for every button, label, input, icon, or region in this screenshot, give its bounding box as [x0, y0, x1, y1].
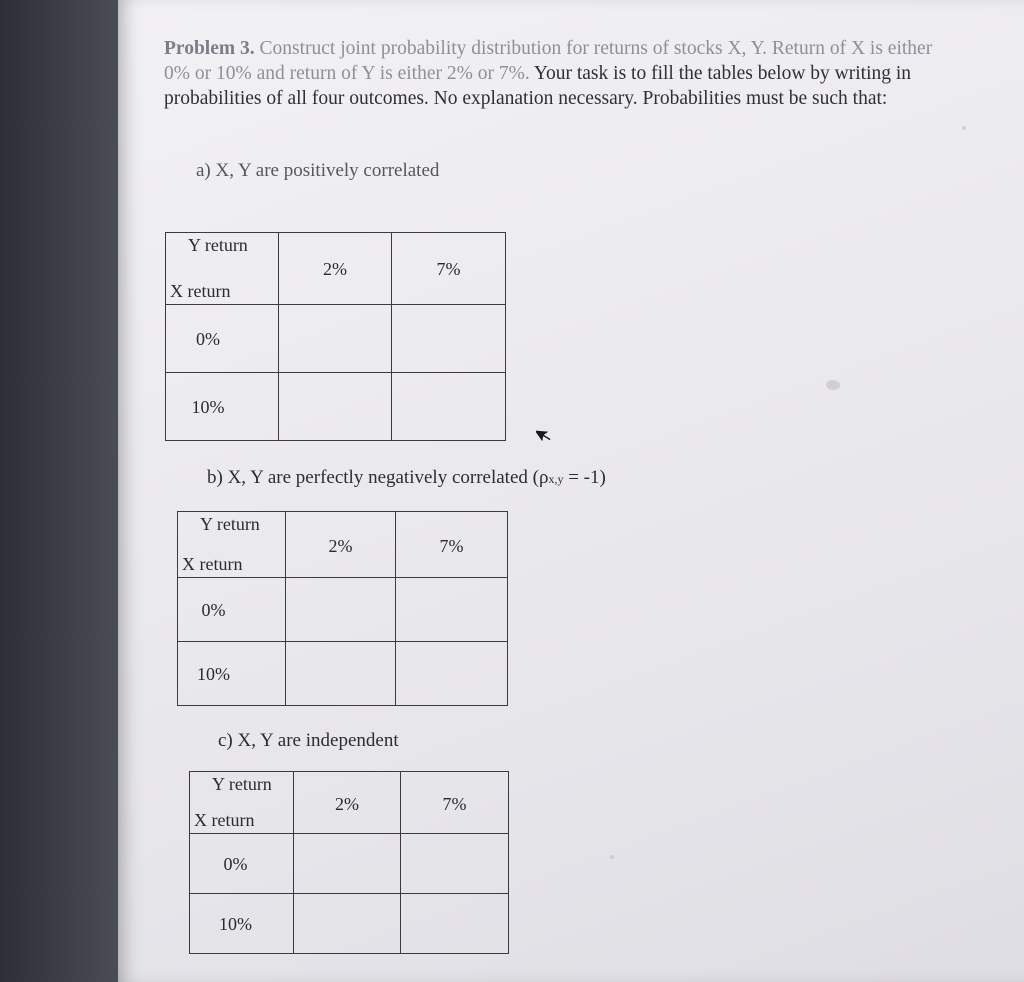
table-c-col-header	[294, 772, 401, 834]
problem-faded-text: Construct joint probability distribution for returns of stocks X, Y. Return of X is either 0% or 10% and return of Y is either 2% or 7%.	[164, 38, 933, 84]
table-b-x-label: X return	[182, 554, 243, 574]
section-b-title	[207, 467, 606, 489]
screen-smudge	[826, 380, 840, 390]
table-a-x-label: X return	[170, 281, 231, 301]
screen-dust	[610, 855, 614, 859]
table-a-col-2pct: 2%	[323, 259, 347, 279]
screen-dust	[962, 126, 966, 130]
table-c	[189, 771, 509, 954]
table-c-col-7pct: 7%	[442, 794, 467, 814]
section-a-title	[196, 160, 439, 182]
section-c-title	[218, 730, 399, 752]
section-b-text: X, Y are perfectly negatively correlated (ρ	[227, 467, 549, 488]
table-a	[165, 232, 506, 441]
section-a-marker: a)	[196, 160, 211, 181]
mouse-cursor-icon	[536, 424, 552, 444]
table-b-cell-10-7[interactable]	[396, 642, 508, 706]
section-a-text: X, Y are positively correlated	[215, 160, 440, 181]
table-b-cell-0-2[interactable]	[286, 578, 396, 642]
table-c-row-0pct: 0%	[223, 854, 248, 874]
table-c-corner	[190, 772, 294, 834]
table-a-cell-0-7[interactable]	[392, 305, 506, 373]
table-a-y-label: Y return	[188, 235, 248, 255]
section-c-marker: c)	[218, 730, 233, 751]
table-a-cell-10-7[interactable]	[392, 373, 506, 441]
table-a-row-header	[166, 305, 279, 373]
table-c-y-label: Y return	[212, 774, 272, 794]
table-b-col-header	[286, 512, 396, 578]
table-c-cell-10-7[interactable]	[401, 894, 509, 954]
table-b	[177, 511, 508, 706]
table-c-cell-10-2[interactable]	[294, 894, 401, 954]
problem-statement	[164, 36, 954, 111]
table-b-cell-0-7[interactable]	[396, 578, 508, 642]
table-b-row-header	[178, 578, 286, 642]
problem-text: Your task is to fill the tables below by writing in probabilities of all four outcomes. No explanation necessary. Probabilities must be such that:	[164, 63, 912, 109]
section-c-text: X, Y are independent	[237, 730, 399, 751]
table-a-col-header	[392, 233, 506, 305]
table-a-cell-10-2[interactable]	[279, 373, 392, 441]
table-a-cell-0-2[interactable]	[279, 305, 392, 373]
table-b-col-header	[396, 512, 508, 578]
table-b-col-2pct: 2%	[328, 536, 353, 556]
table-c-col-2pct: 2%	[335, 794, 359, 814]
table-a-row-0pct: 0%	[196, 329, 220, 349]
table-b-row-header	[178, 642, 286, 706]
table-a-col-7pct: 7%	[436, 259, 461, 279]
section-b-subscript: x,y	[548, 472, 564, 486]
table-b-row-0pct: 0%	[201, 600, 226, 620]
table-c-cell-0-2[interactable]	[294, 834, 401, 894]
table-c-cell-0-7[interactable]	[401, 834, 509, 894]
table-a-row-10pct: 10%	[191, 397, 225, 417]
table-c-row-header	[190, 834, 294, 894]
table-c-x-label: X return	[194, 810, 255, 830]
table-a-corner	[166, 233, 279, 305]
table-b-col-7pct: 7%	[439, 536, 464, 556]
section-b-suffix: = -1)	[563, 467, 606, 488]
problem-label: Problem 3.	[164, 38, 255, 59]
table-a-row-header	[166, 373, 279, 441]
table-c-row-header	[190, 894, 294, 954]
table-c-row-10pct: 10%	[219, 914, 252, 934]
table-b-y-label: Y return	[200, 514, 260, 534]
section-b-marker: b)	[207, 467, 223, 488]
table-b-corner	[178, 512, 286, 578]
table-a-col-header	[279, 233, 392, 305]
table-b-cell-10-2[interactable]	[286, 642, 396, 706]
table-c-col-header	[401, 772, 509, 834]
table-b-row-10pct: 10%	[197, 664, 230, 684]
